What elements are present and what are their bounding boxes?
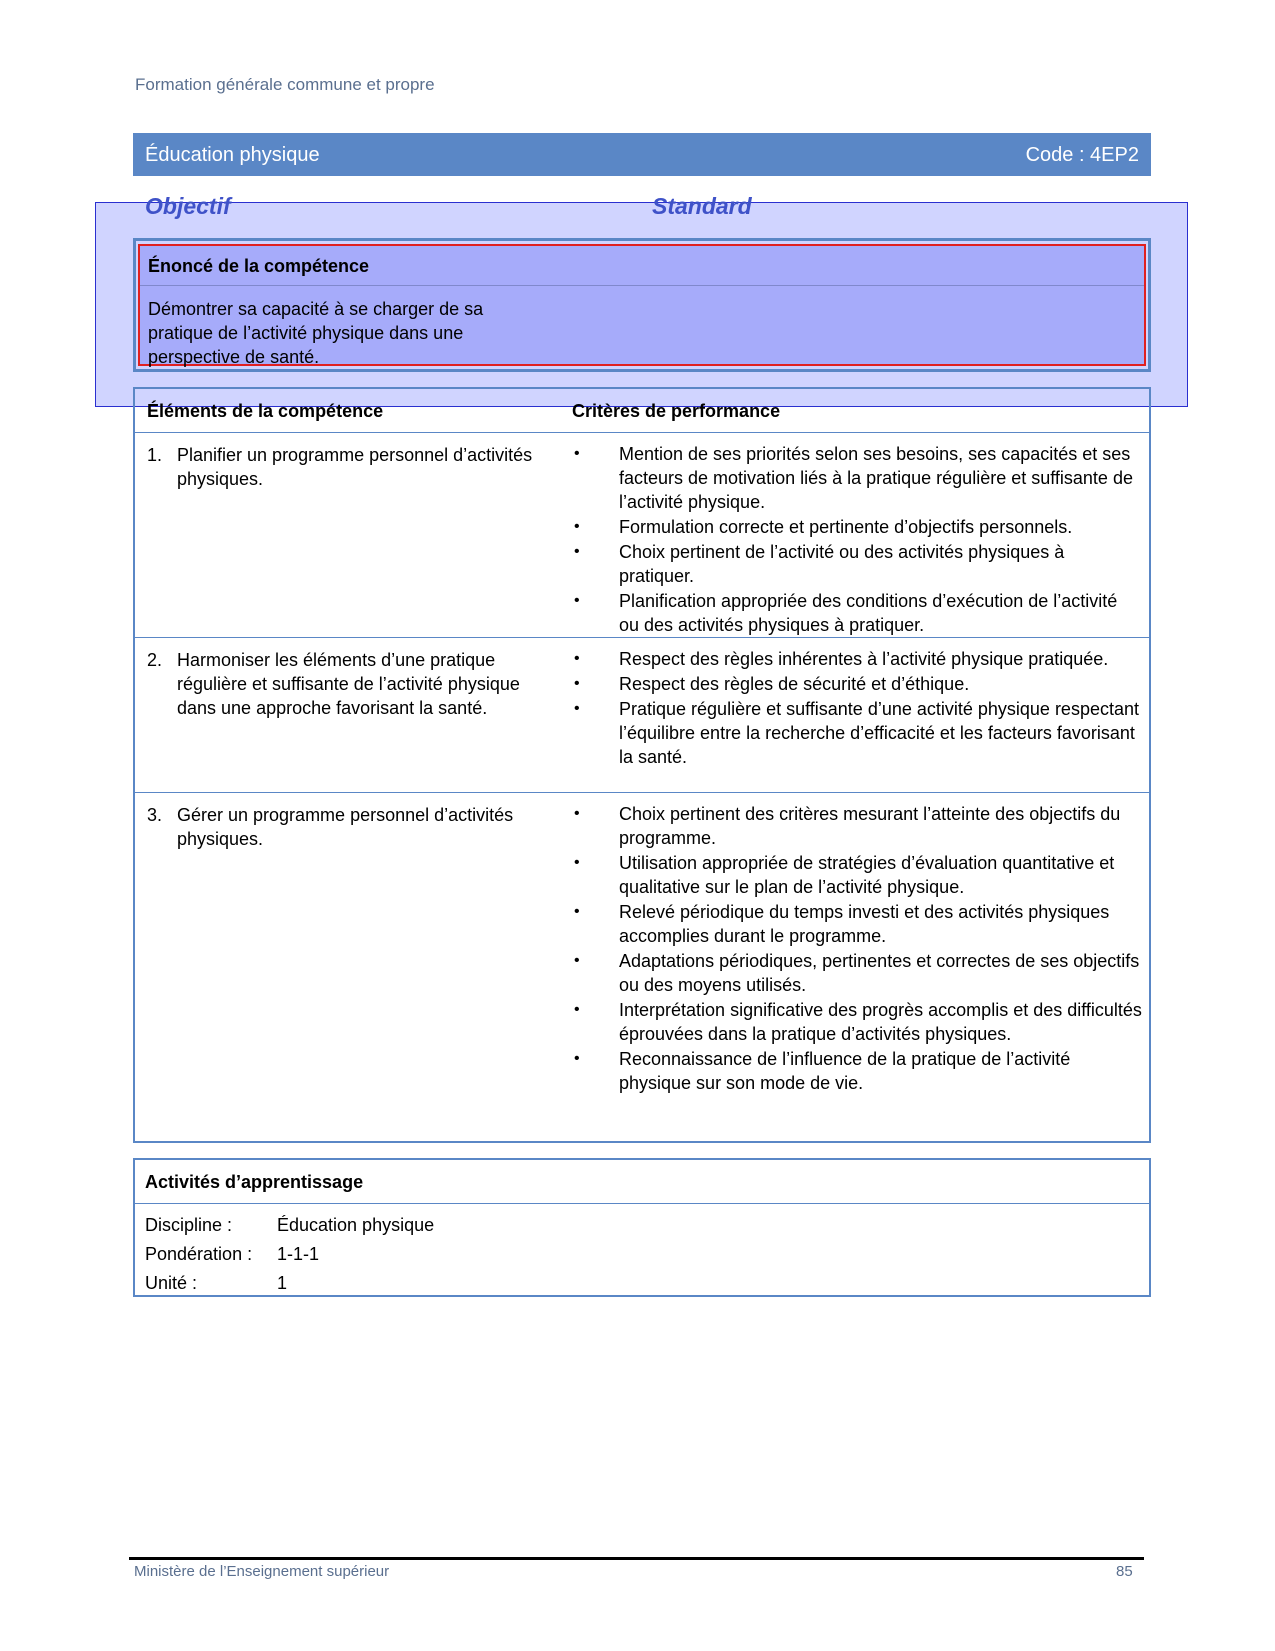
ponderation-label: Pondération :: [145, 1244, 253, 1264]
table-row: [135, 638, 1149, 793]
enonce-line: pratique de l’activité physique dans une: [148, 323, 464, 343]
enonce-section: [133, 238, 1151, 372]
element-text: Planifier un programme personnel d’activités physiques.: [177, 445, 533, 489]
activities-header: [135, 1160, 1149, 1204]
criterion-text: Pratique régulière et suffisante d’une activité physique respectant l’équilibre entre la recherche d’efficacité et les facteurs favorisant la santé.: [619, 699, 1139, 767]
bullet-icon: •: [574, 650, 580, 667]
criteria-column-header: Critères de performance: [572, 401, 781, 421]
bullet-icon: •: [574, 1050, 580, 1067]
unite-value: 1: [277, 1273, 288, 1293]
enonce-highlight: [138, 244, 1146, 366]
bullet-icon: •: [574, 675, 580, 692]
bullet-icon: •: [574, 518, 580, 535]
element-item: [147, 648, 547, 720]
footer-divider: [129, 1557, 1144, 1560]
enonce-title: Énoncé de la compétence: [148, 256, 370, 276]
element-number: 2.: [147, 650, 163, 670]
enonce-header: [140, 246, 1144, 286]
footer-ministry: Ministère de l’Enseignement supérieur: [134, 1563, 390, 1580]
criterion-item: [572, 442, 1142, 514]
criterion-text: Adaptations périodiques, pertinentes et correctes de ses objectifs ou des moyens utilisés.: [619, 951, 1140, 995]
standard-label: Standard: [652, 193, 752, 219]
criteria-list: [572, 647, 1142, 770]
ponderation-value: 1-1-1: [277, 1244, 320, 1264]
enonce-line: Démontrer sa capacité à se charger de sa: [148, 299, 484, 319]
bullet-icon: •: [574, 1001, 580, 1018]
criterion-text: Interprétation significative des progrès accomplis et des difficultés éprouvées dans la pratique d’activités physiques.: [619, 1000, 1142, 1044]
criteria-list: [572, 442, 1142, 638]
bullet-icon: •: [574, 952, 580, 969]
criterion-item: [572, 672, 1142, 696]
element-item: [147, 443, 547, 491]
bullet-icon: •: [574, 854, 580, 871]
bullet-icon: •: [574, 592, 580, 609]
criterion-item: [572, 697, 1142, 769]
ponderation-row: [145, 1244, 319, 1265]
course-title-bar: [133, 133, 1151, 176]
criterion-text: Mention de ses priorités selon ses besoins, ses capacités et ses facteurs de motivation liés à la pratique régulière et suffisante de l’activité physique.: [619, 444, 1133, 512]
criterion-item: [572, 802, 1142, 850]
criterion-item: [572, 540, 1142, 588]
page-number: 85: [1116, 1563, 1133, 1580]
discipline-value: Éducation physique: [277, 1215, 435, 1235]
element-item: [147, 803, 547, 851]
activities-section: [133, 1158, 1151, 1297]
course-code: Code : 4EP2: [1025, 144, 1139, 166]
objectif-label: Objectif: [145, 193, 231, 219]
unite-label: Unité :: [145, 1273, 198, 1293]
elements-table-header: [135, 389, 1149, 433]
criterion-item: [572, 515, 1142, 539]
criterion-item: [572, 647, 1142, 671]
activities-title: Activités d’apprentissage: [145, 1172, 364, 1192]
criterion-text: Choix pertinent des critères mesurant l’atteinte des objectifs du programme.: [619, 804, 1121, 848]
criterion-text: Planification appropriée des conditions d’exécution de l’activité ou des activités physiques à pratiquer.: [619, 591, 1118, 635]
bullet-icon: •: [574, 903, 580, 920]
criterion-item: [572, 851, 1142, 899]
criterion-item: [572, 949, 1142, 997]
criterion-text: Utilisation appropriée de stratégies d’évaluation quantitative et qualitative sur le plan de l’activité physique.: [619, 853, 1115, 897]
bullet-icon: •: [574, 805, 580, 822]
enonce-line: perspective de santé.: [148, 347, 320, 367]
discipline-label: Discipline :: [145, 1215, 233, 1235]
criteria-list: [572, 802, 1142, 1096]
discipline-row: [145, 1215, 434, 1236]
criterion-item: [572, 589, 1142, 637]
criterion-text: Respect des règles inhérentes à l’activité physique pratiquée.: [619, 649, 1109, 669]
criterion-text: Formulation correcte et pertinente d’objectifs personnels.: [619, 517, 1073, 537]
table-row: [135, 793, 1149, 1140]
element-number: 3.: [147, 805, 163, 825]
element-text: Harmoniser les éléments d’une pratique régulière et suffisante de l’activité physique dans une approche favorisant la santé.: [177, 650, 520, 718]
element-text: Gérer un programme personnel d’activités physiques.: [177, 805, 514, 849]
elements-table: [133, 387, 1151, 1143]
criterion-item: [572, 1047, 1142, 1095]
criterion-text: Choix pertinent de l’activité ou des activités physiques à pratiquer.: [619, 542, 1065, 586]
bullet-icon: •: [574, 543, 580, 560]
elements-column-header: Éléments de la compétence: [147, 401, 384, 421]
bullet-icon: •: [574, 700, 580, 717]
criterion-text: Respect des règles de sécurité et d’éthique.: [619, 674, 970, 694]
course-title: Éducation physique: [145, 144, 320, 166]
criterion-item: [572, 998, 1142, 1046]
criterion-text: Reconnaissance de l’influence de la pratique de l’activité physique sur son mode de vie.: [619, 1049, 1071, 1093]
table-row: [135, 433, 1149, 638]
running-header: Formation générale commune et propre: [135, 75, 435, 94]
criterion-item: [572, 900, 1142, 948]
bullet-icon: •: [574, 445, 580, 462]
enonce-text: [148, 297, 538, 369]
criterion-text: Relevé périodique du temps investi et des activités physiques accomplies durant le programme.: [619, 902, 1110, 946]
element-number: 1.: [147, 445, 163, 465]
unite-row: [145, 1273, 287, 1294]
